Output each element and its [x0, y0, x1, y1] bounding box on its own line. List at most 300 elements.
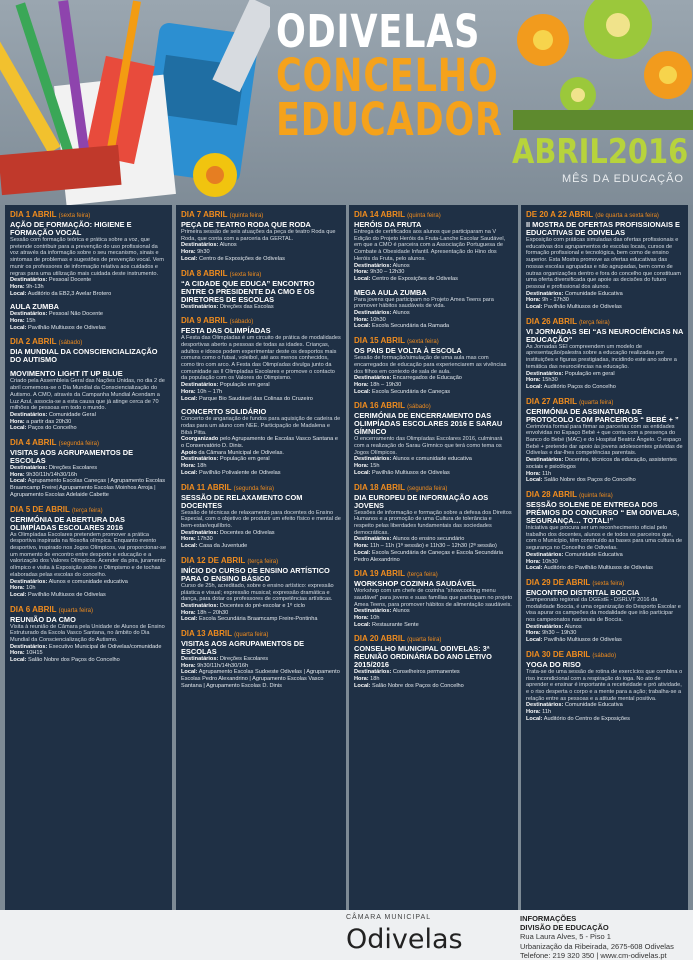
event-field	[526, 709, 683, 716]
event-field-label: Hora:	[526, 558, 541, 565]
event-date-label: DIA 7 ABRIL	[181, 210, 228, 219]
event-field-value: Escola Secundária de Caneças e Escola Secundária Pedro Alexandrino	[354, 549, 503, 563]
event-weekday: (sexta feira)	[407, 339, 439, 346]
event-field-label: Destinatários:	[354, 375, 392, 382]
event-field-value: Centro de Exposições de Odivelas	[199, 255, 285, 262]
event-title: INÍCIO DO CURSO DE ENSINO ARTÍSTICO PARA O ENSINO BÁSICO	[181, 565, 330, 583]
event-field-value: a partir das 20h30	[26, 418, 72, 425]
event-field-label: Hora:	[10, 318, 25, 325]
event-field	[10, 592, 167, 599]
info-phone: Telefone: 219 320 350 | www.cm-odivelas.pt	[520, 950, 667, 960]
event-description: Trata-se de uma sessão de rotina de exercícios que combina o riso incondicional com a respiração do ioga. No ato de aprender e ensinar é importante a recetividade e pró atividade, e o riso desperta o corpo e a mente para a ação; trabalha-se a relação entre as pessoas e a atitude mental positiva.	[526, 668, 683, 702]
event-field	[181, 470, 341, 477]
event-field	[354, 375, 513, 382]
event-date	[10, 505, 167, 516]
event-field-value: Alunos	[392, 262, 410, 269]
event-field-value: Docentes, técnicos da educação, assistentes sociais e psicólogos	[526, 457, 677, 470]
month-title: ABRIL2016	[512, 132, 689, 172]
event-field	[181, 389, 341, 396]
event-entry	[181, 483, 341, 550]
event-field	[10, 284, 167, 291]
event-field-value: 18h – 20h30	[197, 609, 229, 616]
event-date-label: DIA 6 ABRIL	[10, 604, 57, 614]
event-field-label: Local:	[10, 478, 27, 485]
event-field-value: Escola Secundária da Ramada	[372, 323, 450, 330]
event-field-label: Destinatários:	[354, 669, 392, 676]
event-field-value: da Câmara Municipal de Odivelas.	[198, 449, 284, 456]
event-field-value: 18h – 19h30	[370, 381, 402, 388]
event-date-label: DIA 5 DE ABRIL	[10, 504, 70, 514]
event-field	[526, 702, 683, 709]
event-field	[10, 311, 167, 318]
poster-footer	[0, 910, 693, 960]
event-field-value: Salão Nobre dos Paços do Concelho	[544, 477, 636, 484]
event-field-value: 15h	[370, 463, 380, 470]
event-entry	[354, 336, 513, 395]
event-field	[526, 371, 683, 378]
event-field	[10, 291, 167, 298]
event-weekday: (sábado)	[229, 319, 254, 326]
event-field-value: Pavilhão Multiusos de Odivelas	[372, 469, 450, 476]
event-description: Workshop com um chefe de cozinha “showcooking menu saudável” para jovens e suas famílias que participam no projeto Amea Teens, para promover hábitos de alimentação saudáveis.	[354, 588, 513, 608]
camara-label: CÂMARA MUNICIPAL	[346, 914, 432, 921]
event-field	[354, 676, 513, 683]
event-field-label: Hora:	[354, 543, 369, 550]
event-title: MOVIMENTO LIGHT IT UP BLUE	[10, 369, 123, 379]
event-description: Iniciativa que procura ser um reconhecimento oficial pelo trabalho dos docentes, alunos e de todos os parceiros que, com o Município, têm construído as bases para uma cultura de segurança no Concelho de Odivelas.	[526, 524, 683, 552]
event-title: AULA ZUMBA	[10, 302, 59, 312]
event-field	[526, 457, 683, 470]
event-column-4	[521, 205, 688, 910]
event-field-label: Local:	[10, 591, 27, 598]
event-field-value: Direções Escolares	[219, 656, 269, 663]
event-field	[10, 419, 167, 426]
title-line-1: ODIVELAS	[276, 5, 481, 58]
event-field-label: Hora:	[354, 316, 369, 323]
event-field	[10, 478, 167, 498]
event-field-label: Hora:	[181, 463, 196, 470]
event-description: Curso de 25h, acreditado, sobre o ensino artístico: expressão plástica e visual; expressão musical; expressão dramática e dança, para dotar os professores de competências artísticas.	[181, 582, 334, 603]
event-field-value: Escola Secundária Braamcamp Freire-Pontinha	[199, 616, 318, 623]
event-field-value: pelo Agrupamento de Escolas Vasco Santana e o Conservatório D. Dinis.	[181, 436, 338, 450]
event-field	[10, 425, 167, 432]
event-field-label: Hora:	[354, 381, 369, 388]
event-field	[10, 318, 167, 325]
event-entry	[181, 210, 341, 263]
event-field-value: Agrupamento Escolas Caneças | Agrupamento Escolas Braamcamp Freire| Agrupamento Escolas Moinhos Arroja | Agrupamento Escolas Adelaide Cabette	[10, 478, 166, 498]
event-field-value: Direções Escolares	[48, 465, 98, 472]
event-entry	[354, 634, 513, 689]
event-field-value: 9h30/11h/14h30/16h	[197, 662, 249, 669]
event-entry	[354, 569, 513, 628]
event-description: Sessão de técnicas de relaxamento para docentes do Ensino Especial, com o objetivo de produzir um efeito físico e mental de bem-estar/equilíbrio.	[181, 509, 341, 529]
event-field-value: Comunidade Educativa	[564, 702, 623, 709]
event-field	[10, 277, 167, 284]
event-field-label: Destinatários:	[10, 465, 48, 472]
event-weekday: (quarta feira)	[234, 632, 269, 639]
event-field	[526, 630, 683, 637]
event-entry	[10, 303, 167, 331]
event-title: CERIMÓNIA DE ASSINATURA DE PROTOCOLO COM PARCEIROS “ BEBÉ + ”	[526, 406, 679, 424]
event-date-label: DIA 26 ABRIL	[526, 316, 577, 326]
event-description: Exposição com práticas simuladas das ofertas profissionais e educativas dos agrupamentos de escolas locais, cursos de formação profissional e tecnológica, bem como de ensino superior. Esta Mostra promove as ofertas educativas das nossas escolas agrupadas e não agrupadas, bem como de outras organizações dentro e fora do concelho que constituam uma oferta diversificada que apoie as decisões do futuro pessoal e profissional dos alunos.	[526, 237, 681, 290]
event-date-label: DIA 9 ABRIL	[181, 316, 228, 326]
event-field-value: Conselheiros permanentes	[392, 669, 460, 676]
event-field-label: Local:	[354, 549, 371, 556]
event-field-label: Destinatários:	[181, 529, 219, 536]
event-field-value: Auditório Paços do Concelho	[543, 383, 616, 390]
poster-title	[276, 5, 526, 146]
event-field-label: Hora:	[526, 470, 541, 477]
event-field-label: Local:	[354, 621, 371, 628]
event-field-label: Local:	[10, 425, 27, 432]
event-field-label: Hora:	[354, 676, 369, 683]
event-field-label: Destinatários:	[526, 551, 564, 558]
event-weekday: (segunda feira)	[407, 485, 448, 492]
event-field	[526, 384, 683, 391]
event-field	[181, 382, 341, 389]
event-title: VISITAS AOS AGRUPAMENTOS DE ESCOLAS	[10, 448, 134, 466]
info-division: DIVISÃO DE EDUCAÇÃO	[520, 923, 609, 933]
event-field-label: Hora:	[10, 650, 25, 657]
event-title: PEÇA DE TEATRO RODA QUE RODA	[181, 220, 311, 229]
event-field-value: Docentes do pré-escolar e 1º ciclo	[219, 602, 305, 609]
event-field	[181, 456, 341, 463]
event-field-value: 9h-13h	[26, 283, 44, 290]
event-field-value: Alunos e comunidade educativa	[392, 456, 472, 463]
event-field-value: Alunos	[392, 310, 410, 317]
event-column-2	[176, 205, 346, 910]
event-field-label: Local:	[181, 669, 198, 676]
event-entry	[526, 490, 683, 572]
event-field-label: Local:	[354, 469, 371, 476]
title-line-2: CONCELHO	[276, 49, 499, 102]
event-field-label: Destinatários:	[354, 608, 392, 615]
event-field	[526, 637, 683, 644]
event-field-label: Local:	[526, 565, 543, 572]
event-field-value: 10h	[26, 585, 36, 592]
event-description: Sessões de informação e formação sobre a defesa dos Direitos Humanos e a promoção de uma Cultura de tolerância e respeito pelas liberdades fundamentais das sociedades democráticas.	[354, 509, 512, 536]
event-weekday: (sexta feira)	[229, 271, 262, 278]
event-date-label: DIA 11 ABRIL	[181, 482, 232, 492]
event-field-label: Destinatários:	[354, 456, 392, 463]
event-field	[181, 304, 341, 311]
event-field	[10, 325, 167, 332]
event-date	[181, 269, 341, 280]
event-field-value: 11h – 11h (1ª sessão) e 11h30 – 12h30 (2ª sessão)	[370, 543, 497, 550]
event-weekday: (sábado)	[407, 404, 431, 411]
event-title: MEGA AULA ZUMBA	[354, 287, 427, 297]
event-field-label: Hora:	[181, 249, 196, 256]
event-field	[526, 377, 683, 384]
event-title: AÇÃO DE FORMAÇÃO: HIGIENE E FORMAÇÃO VOCAL	[10, 220, 132, 237]
event-field	[526, 471, 683, 478]
event-field-value: Direções das Escolas	[219, 303, 274, 310]
event-field-value: Comunidade Geral	[48, 411, 96, 418]
event-field-value: Pavilhão Multiusos de Odivelas	[544, 637, 622, 644]
event-title: REUNIÃO DA CMO	[10, 614, 76, 624]
event-field	[354, 317, 513, 324]
event-weekday: (sexta feira)	[592, 580, 625, 587]
event-entry	[181, 408, 341, 476]
event-columns	[5, 205, 688, 910]
event-field-value: 17h30	[197, 536, 213, 543]
event-field-label: Local:	[181, 543, 198, 550]
event-field-label: Hora:	[526, 709, 541, 716]
event-weekday: (terça feira)	[71, 507, 103, 514]
event-field-value: Docentes de Odivelas	[219, 529, 275, 536]
event-title: DIA EUROPEU DE INFORMAÇÃO AOS JOVENS	[354, 492, 489, 510]
event-field-value: Comunidade Educativa	[564, 551, 623, 558]
event-description: As Olimpíadas Escolares pretendem promover a prática desportiva inspirada na filosofia olímpica. Enquanto evento desportivo, inspirado nos Jogos Olímpicos, vai proporcionar-se um momento de encontro entre desporto e educação e a valorização dos Valores Olímpicos. Acender da pira, juramento olímpico e visita à Exposição sobre o Olimpismo e de tochas elaboradas pelas escolas do concelho.	[10, 531, 167, 578]
event-field-label: Destinatários:	[10, 277, 48, 284]
event-entry	[10, 370, 167, 432]
event-entry	[526, 650, 683, 723]
event-entry	[181, 556, 341, 623]
event-title: ENCONTRO DISTRITAL BOCCIA	[526, 587, 640, 597]
event-field-value: Encarregados de Educação	[392, 375, 462, 382]
event-description: Para jovens que participam no Projeto Amea Teens para promover hábitos saudáveis de vida.	[354, 296, 494, 310]
event-field-label: Destinatários:	[526, 457, 564, 464]
event-date-label: DIA 1 ABRIL	[10, 210, 57, 219]
event-date-label: DIA 12 DE ABRIL	[181, 555, 246, 565]
event-field	[354, 263, 513, 270]
event-field-label: Destinatários:	[10, 643, 48, 650]
event-field-value: Auditório da EB2,3 Avelar Brotero	[27, 290, 112, 297]
event-field-value: Pessoal Não Docente	[48, 311, 103, 318]
event-field-label: Destinatários:	[526, 702, 564, 709]
event-entry	[10, 605, 167, 664]
event-weekday: (terça feira)	[579, 319, 610, 326]
event-field-value: Auditório do Pavilhão Multiusos de Odivelas	[543, 565, 653, 572]
event-date-label: DIA 27 ABRIL	[526, 396, 577, 406]
event-entry	[354, 483, 513, 564]
event-description: Campeonato regional da DGEstE - DSRLVT 2016 da modalidade Boccia, é uma organização do Desporto Escolar e visa apurar os campeões da modalidade que irão participar nos campeonatos nacionais de Boccia.	[526, 596, 681, 624]
event-field	[181, 663, 341, 670]
event-field-label: Local:	[181, 395, 198, 402]
event-field-value: População em geral	[564, 370, 615, 377]
event-title: II MOSTRA DE OFERTAS PROFISSIONAIS E EDUCATIVAS DE ODIVELAS	[526, 220, 680, 237]
event-field	[354, 323, 513, 330]
event-date-label: DIA 15 ABRIL	[354, 336, 405, 346]
event-column-1	[5, 205, 172, 910]
event-field-value: 9h30 – 19h30	[542, 630, 577, 637]
event-field	[354, 456, 513, 463]
info-address-1: Rua Laura Alves, 5 - Piso 1	[520, 932, 611, 942]
event-title: CONSELHO MUNICIPAL ODIVELAS: 3ª REUNIÃO ORDINÁRIA DO ANO LETIVO 2015/2016	[354, 644, 492, 670]
event-field-label: Local:	[181, 469, 198, 476]
event-description: Visita à reunião de Câmara pela Unidade de Alunos de Ensino Estruturado da Escola Vasco Santana, no âmbito do Dia Mundial da Consciencialização do Autismo.	[10, 623, 165, 644]
event-date	[354, 483, 513, 494]
event-weekday: (quarta feira)	[58, 607, 93, 614]
flowers-illustration	[513, 0, 693, 130]
event-weekday: (sábado)	[592, 652, 617, 659]
event-field-value: 15h	[26, 318, 36, 325]
event-description: Concerto de angariação de fundos para aquisição de cadeira de rodas para um aluno com NEE. Participação de Madalena e Bibá Pitta.	[181, 416, 341, 436]
event-date-label: DIA 16 ABRIL	[354, 401, 405, 411]
event-title: SESSÃO DE RELAXAMENTO COM DOCENTES	[181, 492, 303, 510]
event-field-label: Local:	[526, 304, 543, 311]
event-field	[10, 465, 167, 472]
event-field-label: Hora:	[526, 297, 541, 304]
event-field-value: Pavilhão Multiusos de Odivelas	[28, 591, 106, 598]
event-field-value: 10h30	[542, 558, 558, 565]
event-field	[10, 650, 167, 657]
event-description: Sessão com formação teórica e prática sobre a voz, que pretende contribuir para a prevenção do uso profissional da voz através da informação sobre o seu mecanismo, sinais e sintomas de problemas e sugestões de prevenção vocal. Vem munir os professores de informação relativa aos cuidados e regras para uma utilização mais cuidada deste instrumento.	[10, 237, 164, 277]
event-field-label: Local:	[10, 657, 27, 664]
event-weekday: (quinta feira)	[229, 213, 264, 219]
event-field-value: 9h30 – 12h30	[370, 269, 405, 276]
event-description: A Festa das Olimpíadas é um circuito de prática de modalidades desportivas aberto a pessoas de todas as idades. Crianças, adultos e idosos podem experimentar deste os desportos mais comuns como o futsal, voleibol, até aos menos conhecidos, como tiro com arco. A Festa das Olimpíadas divulga junto da comunidade as II Olimpíadas Escolares e promove o contacto da população com os Valores do Olimpismo.	[181, 335, 341, 382]
event-entry	[526, 397, 683, 484]
event-title: SESSÃO SOLENE DE ENTREGA DOS PRÉMIOS DO CONCURSO “ EM ODIVELAS, SEGURANÇA… TOTAL!”	[526, 499, 680, 525]
event-weekday: (de quarta a sexta feira)	[595, 213, 659, 219]
event-field	[181, 396, 341, 403]
event-field-label: Local:	[526, 477, 543, 484]
event-field	[10, 579, 167, 586]
event-title: WORKSHOP COZINHA SAUDÁVEL	[354, 579, 477, 589]
event-field-label: Local:	[181, 616, 198, 623]
event-field-label: Destinatários:	[526, 370, 564, 377]
event-field-value: Salão Nobre dos Paços do Concelho	[28, 657, 120, 664]
event-entry	[526, 210, 683, 311]
event-title: HERÓIS DA FRUTA	[354, 220, 422, 229]
school-supplies-illustration	[0, 0, 270, 205]
event-field	[354, 608, 513, 615]
event-date-label: DIA 29 DE ABRIL	[526, 577, 591, 587]
event-weekday: (quarta feira)	[579, 399, 614, 406]
event-field-value: Pavilhão Multiusos de Odivelas	[544, 304, 622, 311]
event-field	[10, 585, 167, 592]
event-date	[181, 483, 341, 494]
event-field-label: Destinatários:	[181, 303, 219, 310]
event-field	[354, 463, 513, 470]
event-field	[181, 256, 341, 263]
event-field	[10, 644, 167, 651]
event-description: Sessão de formação/simulação de uma aula mas com encarregados de educação para experienciarem as vivências dos filhos em contexto de sala de aula.	[354, 355, 507, 375]
event-field-value: 11h	[542, 709, 552, 716]
event-field-value: Restaurante Sente	[372, 621, 419, 628]
event-field-label: Destinatários:	[10, 411, 48, 418]
event-entry	[10, 438, 167, 499]
event-field-value: Alunos	[392, 608, 410, 615]
info-address-2: Urbanização da Ribeirada, 2675-608 Odivelas	[520, 941, 674, 951]
event-field-value: 9h30	[197, 249, 210, 256]
event-field-label: Hora:	[181, 536, 196, 543]
event-field	[354, 470, 513, 477]
event-weekday: (quinta feira)	[407, 213, 441, 219]
event-title: DIA MUNDIAL DA CONSCIENCIALIZAÇÃO DO AUTISMO	[10, 347, 158, 365]
odivelas-logo: Odivelas	[346, 924, 463, 955]
event-field-label: Local:	[354, 388, 371, 395]
event-weekday: (segunda feira)	[233, 485, 274, 492]
event-field-value: 15h30	[542, 377, 558, 384]
event-field	[354, 269, 513, 276]
event-field-value: Salão Nobre dos Paços do Concelho	[372, 682, 464, 689]
event-field	[181, 436, 341, 449]
event-field-label: Destinatários:	[526, 623, 564, 630]
event-field-value: Alunos	[219, 242, 237, 249]
event-field-value: Centro de Exposições de Odivelas	[372, 275, 458, 282]
event-field	[181, 543, 341, 550]
event-field-value: Pavilhão Multiusos de Odivelas	[28, 324, 106, 331]
event-field	[526, 304, 683, 311]
event-date-label: DIA 14 ABRIL	[354, 210, 405, 219]
event-field-label: Hora:	[354, 269, 369, 276]
event-field-value: Pavilhão Polivalente de Odivelas	[199, 469, 281, 476]
event-field	[181, 530, 341, 537]
event-date-label: DIA 2 ABRIL	[10, 337, 57, 347]
event-field-value: 10H15	[26, 650, 43, 657]
event-field	[354, 615, 513, 622]
event-description: O encerramento das Olimpíadas Escolares 2016, culminará com a realização do Sarau Gímnico que terá como tema os Jogos Olímpicos.	[354, 436, 503, 456]
event-description: Cerimónia formal para firmar as parcerias com as entidades envolvidas no Espaço Bebé + que conta com a presença do Banco do Bebé (MAC) e do Hospital Beatriz Ângelo. O espaço Bebé + pretende dar apoio às jovens adolescentes grávidas de Odivelas e dar-lhes competências parentais.	[526, 423, 683, 457]
event-field	[354, 276, 513, 283]
event-field	[526, 565, 683, 572]
event-field-value: Escola Secundária de Caneças	[372, 388, 451, 395]
event-field	[526, 291, 683, 298]
event-field-value: 18h	[370, 676, 380, 683]
event-field	[181, 616, 341, 623]
event-field-value: População em geral	[219, 456, 270, 463]
event-field	[181, 450, 341, 457]
event-description: Entrega de certificados aos alunos que participaram na V Edição do Projeto Heróis da Fruta-Lanche Escolar Saudável, em que a CMO é parceira com a Associação Portuguesa de Combate à Obesidade Infantil. Apresentação do Hino dos Heróis da Fruta, pelo alunos.	[354, 229, 506, 262]
event-field-label: Destinatários:	[181, 456, 219, 463]
event-field-label: Local:	[10, 324, 27, 331]
event-field-label: Hora:	[354, 463, 369, 470]
event-field	[181, 610, 341, 617]
event-field-value: 9h30/11h/14h30/16h	[26, 471, 78, 478]
event-field-label: Coorganizado	[181, 436, 219, 443]
event-field	[526, 624, 683, 631]
event-date-label: DIA 4 ABRIL	[10, 438, 57, 448]
event-column-3	[349, 205, 518, 910]
title-line-3: EDUCADOR	[276, 93, 503, 146]
event-field-label: Hora:	[10, 418, 25, 425]
event-field	[354, 683, 513, 690]
event-field-label: Destinatários:	[181, 602, 219, 609]
event-field-value: 11h	[542, 470, 552, 477]
month-subtitle: MÊS DA EDUCAÇÃO	[562, 173, 684, 185]
event-field	[526, 477, 683, 484]
event-field-label: Destinatários:	[354, 310, 392, 317]
event-field-value: Casa da Juventude	[199, 543, 248, 550]
event-field	[354, 543, 513, 550]
event-date-label: DIA 19 ABRIL	[354, 569, 405, 579]
event-title: YOGA DO RISO	[526, 659, 581, 669]
event-title: CONCERTO SOLIDÁRIO	[181, 407, 267, 417]
event-entry	[354, 210, 513, 283]
event-field	[526, 552, 683, 559]
event-field-value: Comunidade Educativa	[564, 290, 623, 297]
event-field-label: Destinatários:	[354, 262, 392, 269]
event-field	[354, 382, 513, 389]
event-field-value: Agrupamento Escolas Sudoeste Odivelas | Agrupamento Escolas Pedro Alexandrino | Agrupamento Escolas Vasco Santana | Agrupamento Escolas D. Dinis	[181, 669, 340, 689]
event-field	[181, 242, 341, 249]
event-title: OS PAIS DE VOLTA À ESCOLA	[354, 346, 462, 356]
event-weekday: (segunda feira)	[58, 441, 99, 448]
event-field-label: Hora:	[10, 471, 25, 478]
event-date-label: DIA 8 ABRIL	[181, 268, 228, 278]
event-weekday: (sexta feira)	[58, 213, 91, 219]
event-field	[181, 603, 341, 610]
event-title: CERIMÓNIA DE ABERTURA DAS OLIMPÍADAS ESCOLARES 2016	[10, 514, 125, 532]
contact-info	[520, 914, 674, 960]
event-field	[181, 249, 341, 256]
event-field-label: Destinatários:	[181, 382, 219, 389]
info-title: INFORMAÇÕES	[520, 914, 577, 923]
event-description: Criado pela Assembleia Geral das Nações Unidas, no dia 2 de abril comemora-se o Dia Mundial da Consciencialização do Autismo. A CMO, através da Campanha Mundial Acendam a Luz Azul, associa-se a esta causa que já atinge cerca de 70 milhões de pessoas em todo o mundo.	[10, 378, 165, 412]
